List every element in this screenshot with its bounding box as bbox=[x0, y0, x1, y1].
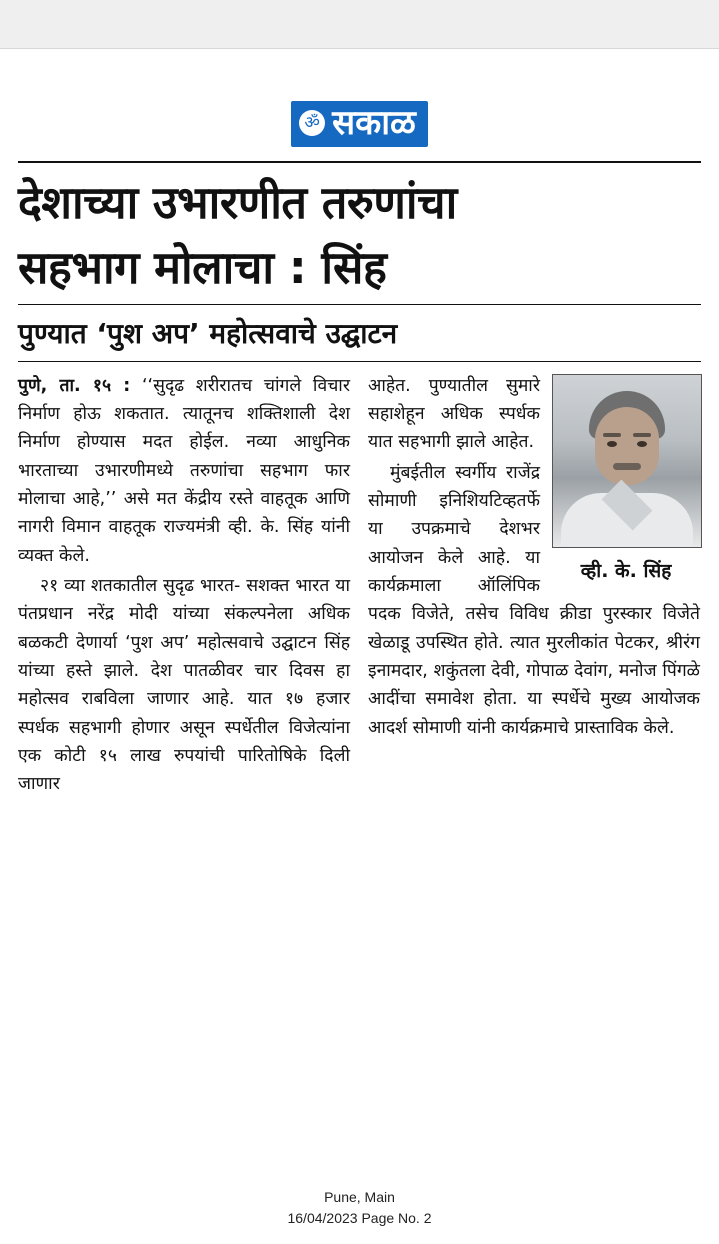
column-right bbox=[368, 372, 700, 801]
paragraph-3: आहेत. पुण्यातील सुमारे सहाशेहून अधिक स्पर्धक यात सहभागी झाले आहेत. bbox=[368, 375, 540, 453]
divider-top bbox=[18, 161, 701, 163]
photo-eye-left bbox=[607, 441, 617, 447]
photo-caption: व्ही. के. सिंह bbox=[580, 559, 672, 582]
photo-brow-left bbox=[603, 433, 621, 437]
sakal-logo bbox=[291, 101, 428, 147]
article-body bbox=[18, 372, 701, 801]
browser-top-bar bbox=[0, 0, 719, 49]
paragraph-4: मुंबईतील स्वर्गीय राजेंद्र सोमाणी इनिशियटिव्हतर्फे या उपक्रमाचे देशभर आयोजन केले आहे. या कार्यक्रमाला ऑलिंपिक पदक विजेते, तसेच विविध क्रीडा पुरस्कार विजेते खेळाडू उपस्थित होते. त्यात मुरलीकांत पेटकर, श्रीरंग इनामदार, शकुंतला देवी, गोपाळ देवांग, मनोज पिंगळे आदींचा समावेश होता. या स्पर्धेचे मुख्य आयोजक आदर्श सोमाणी यांनी कार्यक्रमाचे प्रास्ताविक केले. bbox=[368, 462, 700, 738]
photo-brow-right bbox=[633, 433, 651, 437]
photo-mustache bbox=[613, 463, 641, 470]
logo-wordmark: सकाळ bbox=[332, 103, 416, 143]
photo-block bbox=[552, 374, 700, 591]
photo-eye-right bbox=[637, 441, 647, 447]
headline-line-1: देशाच्या उभारणीत तरुणांचा bbox=[18, 176, 457, 229]
headline-line-2: सहभाग मोलाचा : सिंह bbox=[18, 241, 387, 295]
subheadline: पुण्यात ‘पुश अप’ महोत्सवाचे उद्घाटन bbox=[18, 316, 398, 350]
portrait-photo bbox=[552, 374, 702, 548]
newspaper-page bbox=[0, 101, 719, 801]
om-icon: ॐ bbox=[299, 110, 325, 136]
page-footer bbox=[0, 1187, 719, 1230]
divider-headline bbox=[18, 304, 701, 305]
column-left bbox=[18, 372, 350, 801]
paragraph-1 bbox=[18, 372, 350, 570]
paragraph-2: २१ व्या शतकातील सुदृढ भारत- सशक्त भारत या पंतप्रधान नरेंद्र मोदी यांच्या संकल्पनेला अधिक बळकटी देणार्या ‘पुश अप’ महोत्सवाचे उद्घाटन सिंह यांच्या हस्ते झाले. देश पातळीवर चार दिवस हा महोत्सव राबविला जाणार आहे. यात १७ हजार स्पर्धक सहभागी होणार असून स्पर्धेतील विजेत्यांना एक कोटी १५ लाख रुपयांची पारितोषिके दिली जाणार bbox=[18, 575, 350, 795]
edition-label: Pune, Main bbox=[324, 1188, 395, 1205]
divider-subhead bbox=[18, 361, 701, 362]
photo-face bbox=[595, 407, 659, 485]
paragraph-1-text: ‘‘सुदृढ शरीरातच चांगले विचार निर्माण होऊ शकतात. त्यातूनच शक्तिशाली देश निर्माण होण्यास मदत होईल. नव्या आधुनिक भारताच्या उभारणीमध्ये तरुणांचा सहभाग फार मोलाचा आहे,’’ असे मत केंद्रीय रस्ते वाहतूक आणि नागरी विमान वाहतूक राज्यमंत्री व्ही. के. सिंह यांनी व्यक्त केले. bbox=[18, 375, 350, 566]
masthead bbox=[18, 101, 701, 147]
date-page-label: 16/04/2023 Page No. 2 bbox=[287, 1210, 432, 1227]
dateline: पुणे, ता. १५ : bbox=[18, 375, 131, 396]
